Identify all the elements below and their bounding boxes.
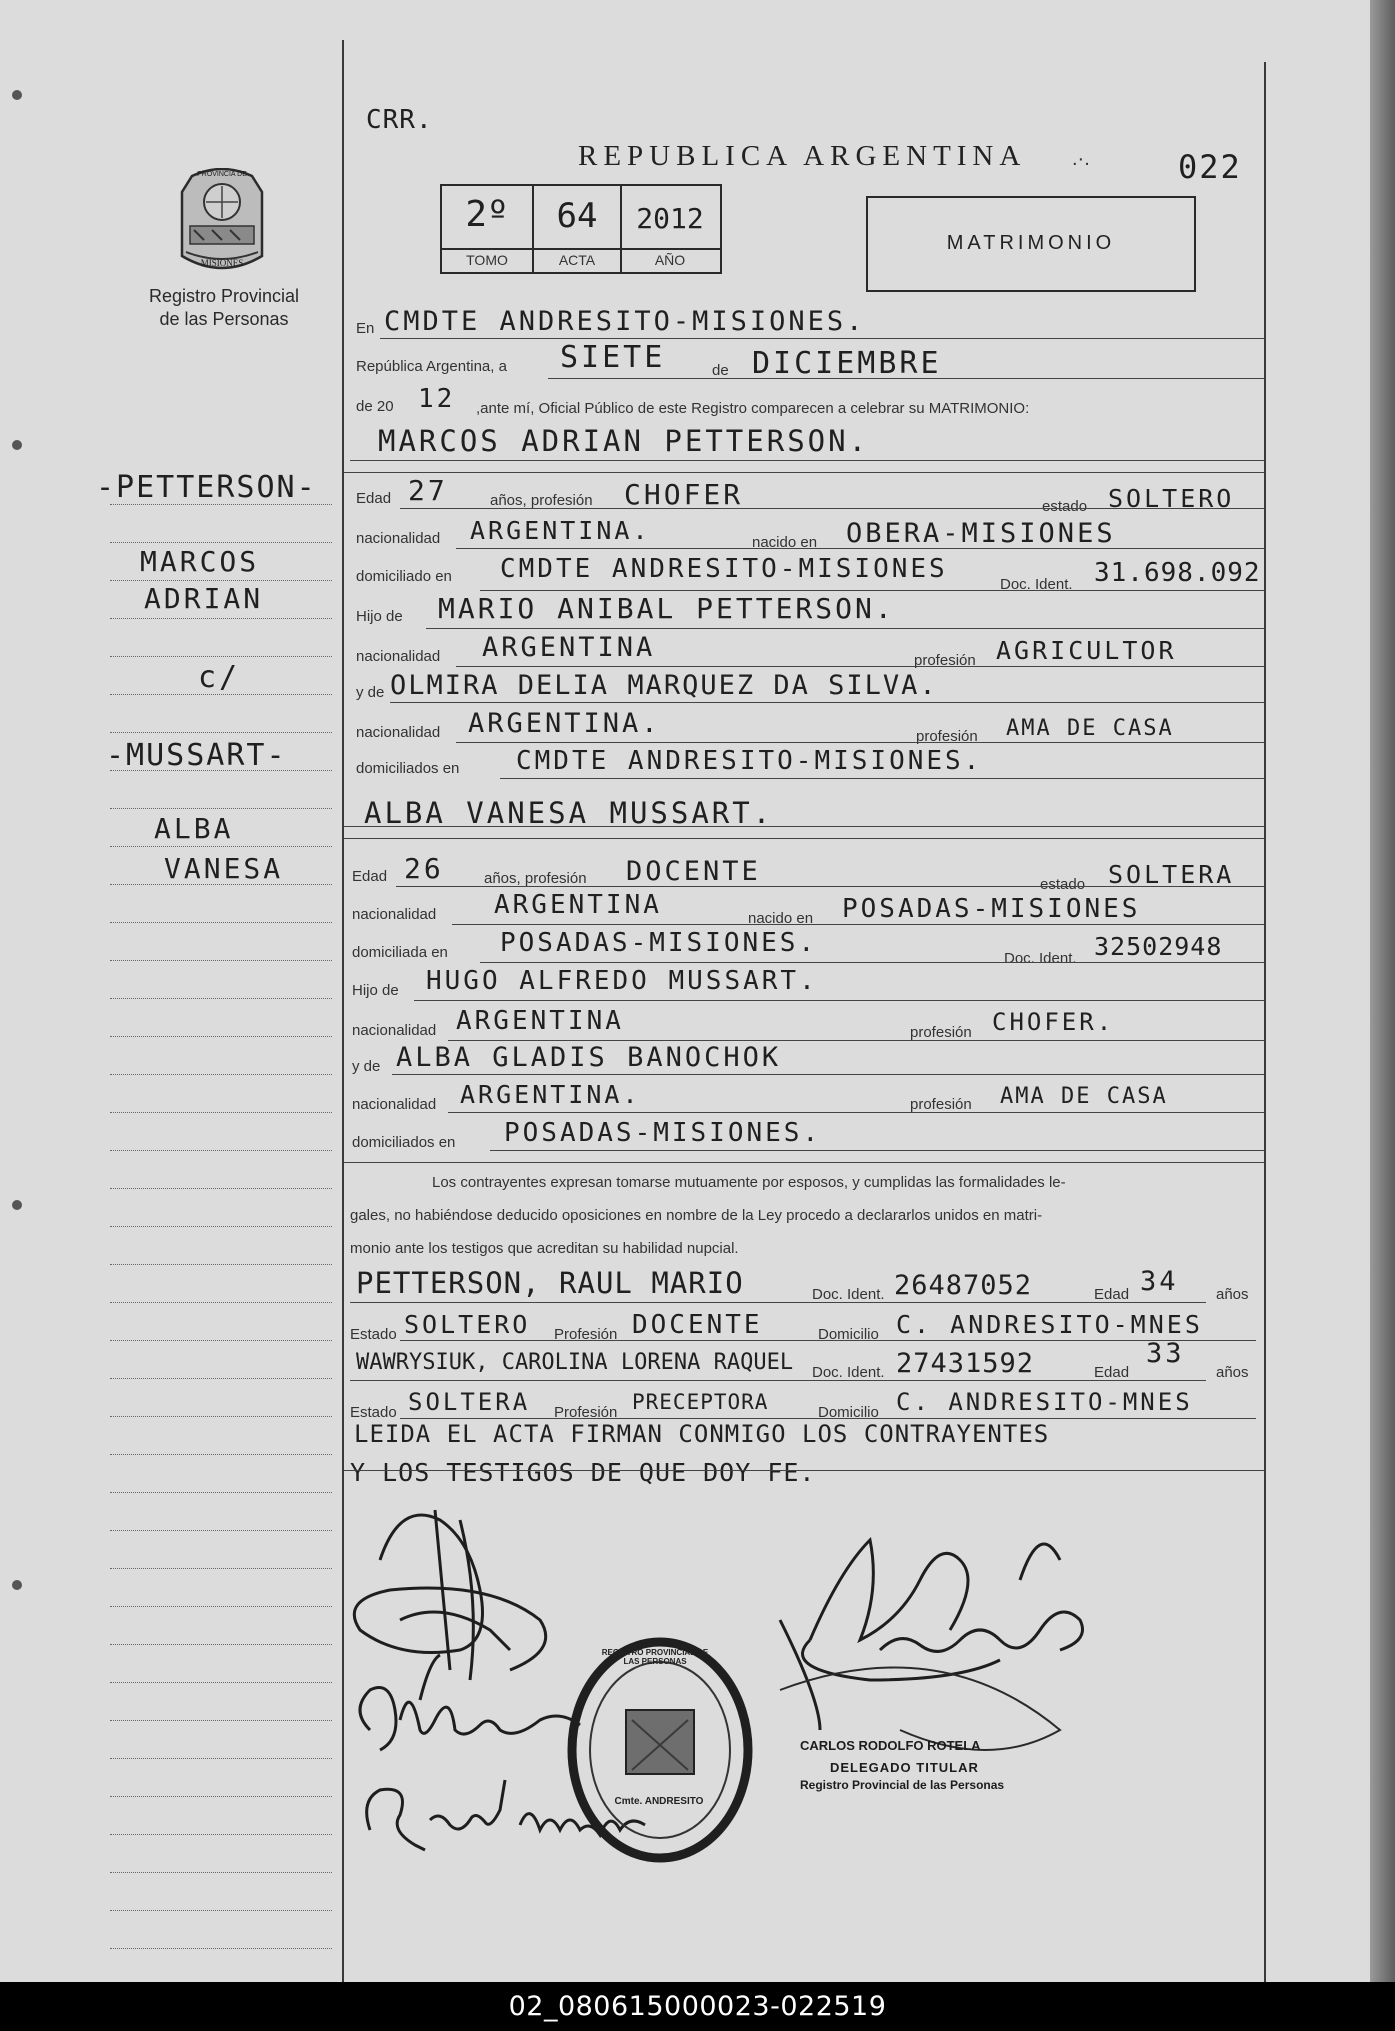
estado-label: estado (1042, 498, 1088, 515)
rule (344, 838, 1264, 839)
margin-guide-line (110, 808, 332, 809)
signatures-area (340, 1480, 1270, 1900)
stamp-ring-text: REGISTRO PROVINCIAL DE LAS PERSONAS (601, 1648, 709, 1666)
profesion-label: profesión (910, 1096, 972, 1113)
bride-domicilio: POSADAS-MISIONES. (500, 928, 818, 958)
witness1-profesion: DOCENTE (632, 1310, 763, 1340)
anos-profesion-label: años, profesión (484, 870, 587, 887)
registry-line2: de las Personas (159, 309, 289, 329)
rule (350, 1380, 1206, 1381)
nacido-label: nacido en (748, 910, 814, 927)
yde-label: y de (352, 1058, 381, 1075)
official-signature (780, 1540, 1083, 1730)
margin-guide-line (110, 922, 332, 923)
bride-nacido: POSADAS-MISIONES (842, 894, 1141, 924)
groom-padre: MARIO ANIBAL PETTERSON. (438, 592, 895, 625)
rule (500, 778, 1264, 779)
document-id-footer: 02_080615000023-022519 (0, 1982, 1395, 2031)
edad-label: Edad (356, 490, 392, 507)
witness2-domicilio: C. ANDRESITO-MNES (896, 1388, 1193, 1416)
doc-label: Doc. Ident. (1004, 950, 1077, 967)
margin-guide-line (110, 542, 332, 543)
margin-guide-line (110, 1568, 332, 1569)
margin-middlename-bride: VANESA (164, 852, 284, 885)
acta-value: 64 (556, 196, 598, 236)
bride-nacionalidad: ARGENTINA (494, 890, 662, 920)
anio-label: AÑO (654, 252, 686, 268)
margin-surname-groom: -PETTERSON- (96, 470, 317, 505)
witness1-domicilio: C. ANDRESITO-MNES (896, 1310, 1203, 1339)
witness2-name: WAWRYSIUK, CAROLINA LORENA RAQUEL (356, 1350, 794, 1375)
year-prefix: de 20 (356, 398, 394, 415)
en-label: En (356, 320, 375, 337)
groom-estado: SOLTERO (1108, 484, 1235, 513)
page-number: 022 (1178, 148, 1242, 186)
rule (400, 1418, 1256, 1419)
rule (380, 338, 1264, 339)
hijo-label: Hijo de (356, 608, 403, 625)
country-title: REPUBLICA ARGENTINA (578, 140, 1027, 172)
domiciliada-label: domiciliada en (352, 944, 448, 961)
anos-label: años (1216, 1286, 1249, 1303)
rule (414, 1000, 1264, 1001)
acta-label: ACTA (558, 252, 596, 268)
groom-nacido: OBERA-MISIONES (846, 518, 1116, 549)
nacionalidad-label: nacionalidad (356, 530, 441, 547)
margin-guide-line (110, 1720, 332, 1721)
emblem-top-text: PROVINCIA DE (197, 171, 247, 178)
groom-nacionalidad: ARGENTINA. (470, 516, 651, 545)
yde-label: y de (356, 684, 385, 701)
rule (456, 548, 1264, 549)
tomo-label: TOMO (466, 252, 508, 268)
country-dots: .·. (1072, 148, 1090, 170)
margin-firstname-groom: MARCOS (140, 545, 260, 578)
rule (448, 1112, 1264, 1113)
binder-hole (12, 90, 22, 100)
witness2-doc: 27431592 (896, 1348, 1035, 1379)
rule (456, 666, 1264, 667)
year-value: 12 (418, 384, 456, 414)
estado-label: estado (1040, 876, 1086, 893)
anos-profesion-label: años, profesión (490, 492, 593, 509)
domiciliados-label: domiciliados en (352, 1134, 456, 1151)
margin-guide-line (110, 1112, 332, 1113)
estado-w-label: Estado (350, 1326, 397, 1343)
nacionalidad-label: nacionalidad (356, 724, 441, 741)
bride-padre-profesion: CHOFER. (992, 1008, 1115, 1036)
bride-name: ALBA VANESA MUSSART. (364, 796, 774, 830)
groom-edad: 27 (408, 474, 448, 507)
paragraph-line2: gales, no habiéndose deducido oposiciones en nombre de la Ley procedo a declararlos unidos en matri- (350, 1207, 1043, 1224)
groom-profesion: CHOFER (624, 478, 744, 511)
margin-guide-line (110, 1910, 332, 1911)
bride-padres-domicilio: POSADAS-MISIONES. (504, 1118, 822, 1148)
nacionalidad-label: nacionalidad (352, 1022, 437, 1039)
rule (548, 378, 1264, 379)
binder-hole (12, 440, 22, 450)
groom-doc: 31.698.092 (1094, 558, 1261, 588)
rule (350, 1302, 1206, 1303)
bride-profesion: DOCENTE (626, 856, 761, 887)
margin-guide-line (110, 1758, 332, 1759)
groom-padre-profesion: AGRICULTOR (996, 636, 1177, 665)
binder-hole (12, 1580, 22, 1590)
bride-estado: SOLTERA (1108, 860, 1235, 889)
witness2-profesion: PRECEPTORA (632, 1390, 769, 1414)
domiciliado-label: domiciliado en (356, 568, 452, 585)
margin-guide-line (110, 1606, 332, 1607)
margin-guide-line (110, 656, 332, 657)
rule (452, 924, 1264, 925)
margin-guide-line (110, 618, 332, 619)
anio-value: 2012 (636, 202, 704, 235)
day-value: SIETE (560, 340, 666, 375)
rule (480, 962, 1264, 963)
rule (392, 1074, 1264, 1075)
profesion-label: profesión (916, 728, 978, 745)
groom-madre-profesion: AMA DE CASA (1006, 716, 1174, 741)
en-value: CMDTE ANDRESITO-MISIONES. (384, 306, 866, 337)
edad-label: Edad (1094, 1364, 1130, 1381)
official-stamp (572, 1642, 748, 1858)
doc-label: Doc. Ident. (812, 1286, 885, 1303)
profesion-w-label: Profesión (554, 1326, 618, 1343)
bride-doc: 32502948 (1094, 932, 1223, 961)
edad-label: Edad (352, 868, 388, 885)
margin-guide-line (110, 998, 332, 999)
rule (480, 590, 1264, 591)
domicilio-w-label: Domicilio (818, 1404, 879, 1421)
paragraph-line3: monio ante los testigos que acreditan su habilidad nupcial. (350, 1240, 739, 1257)
registry-line1: Registro Provincial (148, 286, 300, 306)
margin-guide-line (110, 504, 332, 505)
stamp-center-text: Cmte. ANDRESITO (614, 1796, 704, 1807)
margin-guide-line (110, 960, 332, 961)
box-divider (442, 248, 720, 250)
witness-signature-2 (367, 1780, 645, 1850)
binder-hole (12, 1200, 22, 1210)
emblem-bottom-text: MISIONES (200, 258, 244, 268)
act-reference-box (440, 184, 722, 274)
profesion-label: profesión (910, 1024, 972, 1041)
tomo-value: 2º (465, 194, 509, 235)
edad-label: Edad (1094, 1286, 1130, 1303)
margin-guide-line (110, 1416, 332, 1417)
bride-edad: 26 (404, 852, 444, 885)
witness1-estado: SOLTERO (404, 1310, 531, 1339)
margin-guide-line (110, 694, 332, 695)
act-type: MATRIMONIO (946, 232, 1116, 254)
margin-guide-line (110, 1264, 332, 1265)
bride-madre-nacionalidad: ARGENTINA. (460, 1080, 641, 1109)
act-type-box (866, 196, 1196, 292)
rule (448, 1040, 1264, 1041)
groom-madre: OLMIRA DELIA MARQUEZ DA SILVA. (390, 670, 938, 701)
de-label: de (712, 362, 729, 379)
official-name: CARLOS RODOLFO ROTELA (800, 1738, 981, 1753)
margin-guide-line (110, 1378, 332, 1379)
margin-guide-line (110, 1834, 332, 1835)
rule (350, 460, 1264, 461)
margin-connector: c/ (198, 660, 241, 695)
groom-padres-domicilio: CMDTE ANDRESITO-MISIONES. (516, 746, 983, 776)
margin-guide-line (110, 1948, 332, 1949)
rule (396, 886, 1264, 887)
margin-guide-line (110, 1036, 332, 1037)
republica-label: República Argentina, a (356, 358, 507, 375)
official-title: DELEGADO TITULAR (830, 1760, 979, 1775)
domicilio-w-label: Domicilio (818, 1326, 879, 1343)
margin-guide-line (110, 1796, 332, 1797)
intro-text: ,ante mí, Oficial Público de este Registro comparecen a celebrar su MATRIMONIO: (476, 400, 1030, 417)
official-org: Registro Provincial de las Personas (800, 1778, 1005, 1792)
margin-middlename-groom: ADRIAN (144, 582, 264, 615)
bride-madre: ALBA GLADIS BANOCHOK (396, 1042, 782, 1073)
margin-guide-line (110, 846, 332, 847)
margin-firstname-bride: ALBA (154, 812, 234, 845)
margin-guide-line (110, 1492, 332, 1493)
month-value: DICIEMBRE (752, 346, 942, 381)
margin-guide-line (110, 1454, 332, 1455)
rule (344, 826, 1264, 827)
margin-guide-line (110, 1644, 332, 1645)
margin-guide-line (110, 770, 332, 771)
margin-guide-line (110, 884, 332, 885)
margin-guide-line (110, 732, 332, 733)
paragraph-line1: Los contrayentes expresan tomarse mutuamente por esposos, y cumplidas las formalidades le- (432, 1174, 1066, 1191)
rule (456, 742, 1264, 743)
margin-guide-line (110, 1150, 332, 1151)
nacionalidad-label: nacionalidad (352, 906, 437, 923)
doc-label: Doc. Ident. (812, 1364, 885, 1381)
nacionalidad-label: nacionalidad (356, 648, 441, 665)
margin-guide-line (110, 1682, 332, 1683)
profesion-w-label: Profesión (554, 1404, 618, 1421)
margin-guide-line (110, 1530, 332, 1531)
margin-guide-line (110, 1188, 332, 1189)
margin-guide-line (110, 1226, 332, 1227)
rule (390, 702, 1264, 703)
bride-padre-nacionalidad: ARGENTINA (456, 1006, 624, 1036)
groom-madre-nacionalidad: ARGENTINA. (468, 708, 661, 739)
rule (400, 1340, 1256, 1341)
witness2-estado: SOLTERA (408, 1388, 531, 1416)
witness1-doc: 26487052 (894, 1270, 1033, 1301)
nacionalidad-label: nacionalidad (352, 1096, 437, 1113)
nacido-label: nacido en (752, 534, 818, 551)
witness2-edad: 33 (1146, 1338, 1185, 1369)
estado-w-label: Estado (350, 1404, 397, 1421)
margin-guide-line (110, 1872, 332, 1873)
groom-name: MARCOS ADRIAN PETTERSON. (378, 424, 870, 458)
closing-line1: LEIDA EL ACTA FIRMAN CONMIGO LOS CONTRAYENTES (354, 1420, 1050, 1448)
rule (400, 508, 1264, 509)
bride-madre-profesion: AMA DE CASA (1000, 1084, 1168, 1109)
groom-padre-nacionalidad: ARGENTINA (482, 632, 656, 663)
rule (490, 1150, 1264, 1151)
groom-signature (354, 1510, 545, 1680)
doc-label: Doc. Ident. (1000, 576, 1073, 593)
closing-line2: Y LOS TESTIGOS DE QUE DOY FE. (350, 1458, 816, 1487)
margin-guide-line (110, 1340, 332, 1341)
margin-surname-bride: -MUSSART- (106, 738, 287, 773)
hijo-label: Hijo de (352, 982, 399, 999)
rule (344, 1162, 1264, 1163)
header-note: CRR. (366, 105, 433, 135)
domiciliados-label: domiciliados en (356, 760, 460, 777)
anos-label: años (1216, 1364, 1249, 1381)
groom-domicilio: CMDTE ANDRESITO-MISIONES (500, 554, 948, 584)
rule (344, 472, 1264, 473)
margin-guide-line (110, 1074, 332, 1075)
margin-guide-line (110, 1302, 332, 1303)
margin-guide-line (110, 580, 332, 581)
rule (344, 1470, 1264, 1471)
witness1-name: PETTERSON, RAUL MARIO (356, 1266, 744, 1300)
witness1-edad: 34 (1140, 1266, 1179, 1297)
rule (426, 628, 1264, 629)
page-edge-shadow (1370, 0, 1395, 1982)
profesion-label: profesión (914, 652, 976, 669)
bride-padre: HUGO ALFREDO MUSSART. (426, 966, 818, 996)
